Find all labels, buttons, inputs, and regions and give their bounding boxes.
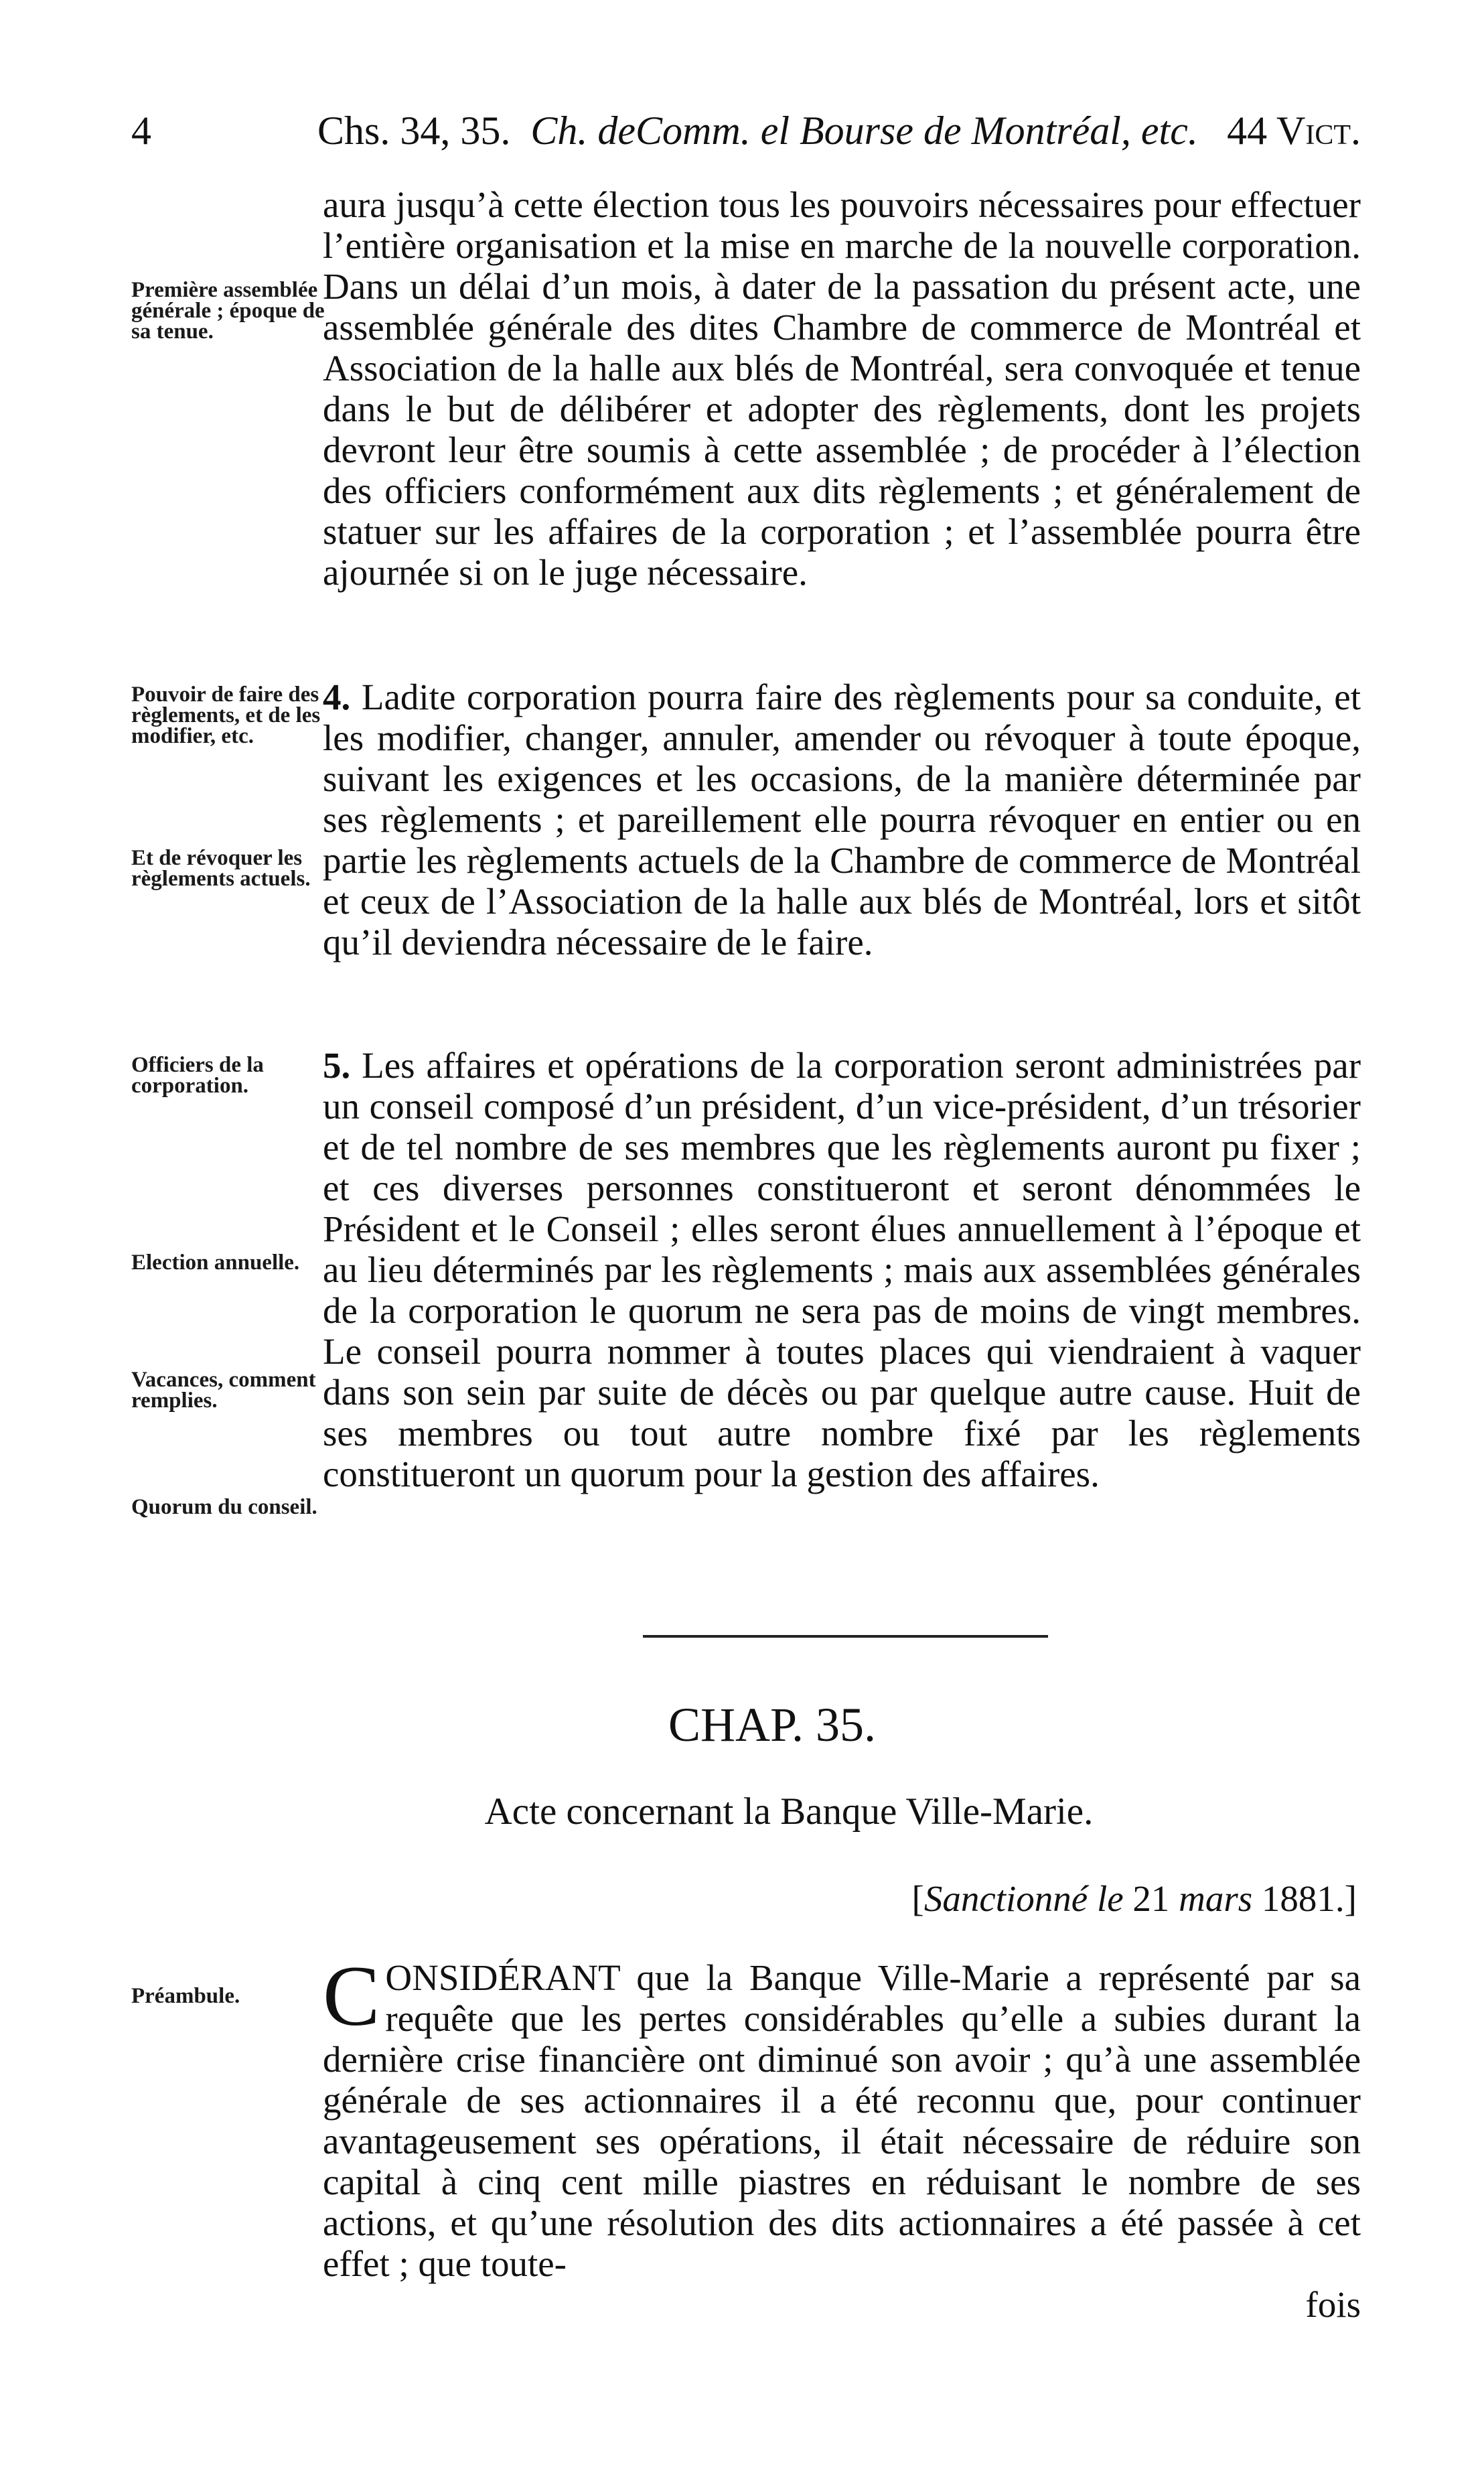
section-5 [323, 1045, 1361, 1494]
preamble-text: ONSIDÉRANT que la Banque Ville-Marie a représenté par sa requête que les pertes considérables qu’elle a subies durant la dernière crise financière ont diminué son avoir ; qu’à une assemblée générale de ses actionnaires il a été reconnu que, pour continuer avantageusement ses opérations, il était nécessaire de réduire son capital à cinq cent mille piastres en réduisant le nombre de ses actions, et qu’une résolution des dits actionnaires a été passée à cet effet ; que toute- [323, 1957, 1361, 2284]
preamble-dropcap: C [323, 1948, 380, 2044]
section-3-text: aura jusqu’à cette élection tous les pouvoirs nécessaires pour effectuer l’entière organisation et la mise en marche de la nouvelle corporation. Dans un délai d’un mois, à dater de la passation du présent acte, une assemblée générale des dites Chambre de commerce de Montréal et Association de la halle aux blés de Montréal, sera convoquée et tenue dans le but de délibérer et adopter des règlements, dont les projets devront leur être soumis à cette assemblée ; de procéder à l’élection des officiers conformément aux dits règlements ; et généralement de statuer sur les affaires de la corporation ; et l’assemblée pourra être ajournée si on le juge nécessaire. [323, 184, 1361, 593]
running-header [0, 100, 1484, 161]
sanction-year: 1881.] [1261, 1878, 1357, 1919]
margin-note-election: Election annuelle. [131, 1251, 300, 1275]
margin-note-preambule: Préambule. [131, 1984, 240, 2008]
section-5-paragraph [323, 1045, 1361, 1494]
section-5-text: Les affaires et opérations de la corporation seront administrées par un conseil composé d’un président, d’un vice-président, d’un trésorier et de tel nombre de ses membres que les règlements auront pu fixer ; et ces diverses personnes constitueront et seront dénommées le Président et le Conseil ; elles seront élues annuellement à l’époque et au lieu déterminés par les règlements ; mais aux assemblées générales de la corporation le quorum ne sera pas de moins de vingt membres. Le conseil pourra nommer à toutes places qui viendraient à vaquer dans son sein par suite de décès ou par quelque autre cause. Huit de ses membres ou tout autre nombre fixé par les règlements constitueront un quorum pour la gestion des affaires. [323, 1045, 1361, 1494]
margin-note-quorum: Quorum du conseil. [131, 1495, 317, 1519]
margin-note-vacances: Vacances, comment remplies. [131, 1368, 316, 1413]
margin-note-revoquer-reglements: Et de révoquer les règlements actuels. [131, 846, 311, 891]
margin-note-premiere-assemblee: Première assemblée générale ; époque de sa tenue. [131, 278, 325, 344]
section-4-number: 4. [323, 677, 351, 717]
section-4-paragraph [323, 677, 1361, 963]
section-3-continuation [323, 184, 1361, 593]
page-number: 4 [131, 109, 151, 153]
preamble-catchword: fois [1305, 2284, 1361, 2325]
running-title-chapters: Chs. 34, 35. [317, 109, 511, 153]
chapter-heading: CHAP. 35. [668, 1698, 877, 1752]
chapter-title: Acte concernant la Banque Ville-Marie. [484, 1790, 1094, 1833]
section-5-number: 5. [323, 1045, 351, 1086]
section-divider-rule [643, 1635, 1048, 1638]
running-title [317, 100, 1198, 161]
regnal-year: 44 Vict. [1227, 109, 1361, 153]
section-4 [323, 677, 1361, 963]
sanction-open-bracket: [ [911, 1878, 924, 1919]
sanction-month: mars [1179, 1878, 1253, 1919]
preamble-paragraph [323, 1948, 1361, 2325]
running-title-italic: Ch. deComm. el Bourse de Montréal, etc. [530, 109, 1198, 153]
margin-note-officiers: Officiers de la corporation. [131, 1053, 264, 1098]
sanction-date [911, 1875, 1357, 1922]
sanction-label: Sanctionné le [923, 1878, 1124, 1919]
sanction-day: 21 [1132, 1878, 1170, 1919]
section-4-text: Ladite corporation pourra faire des règlements pour sa conduite, et les modifier, changer, annuler, amender ou révoquer à toute époque, suivant les exigences et les occasions, de la manière déterminée par ses règlements ; et pareillement elle pourra révoquer en entier ou en partie les règlements actuels de la Chambre de commerce de Montréal et ceux de l’Association de la halle aux blés de Montréal, lors et sitôt qu’il deviendra nécessaire de le faire. [323, 677, 1361, 963]
margin-note-pouvoir-reglements: Pouvoir de faire des règlements, et de les modifier, etc. [131, 683, 321, 748]
